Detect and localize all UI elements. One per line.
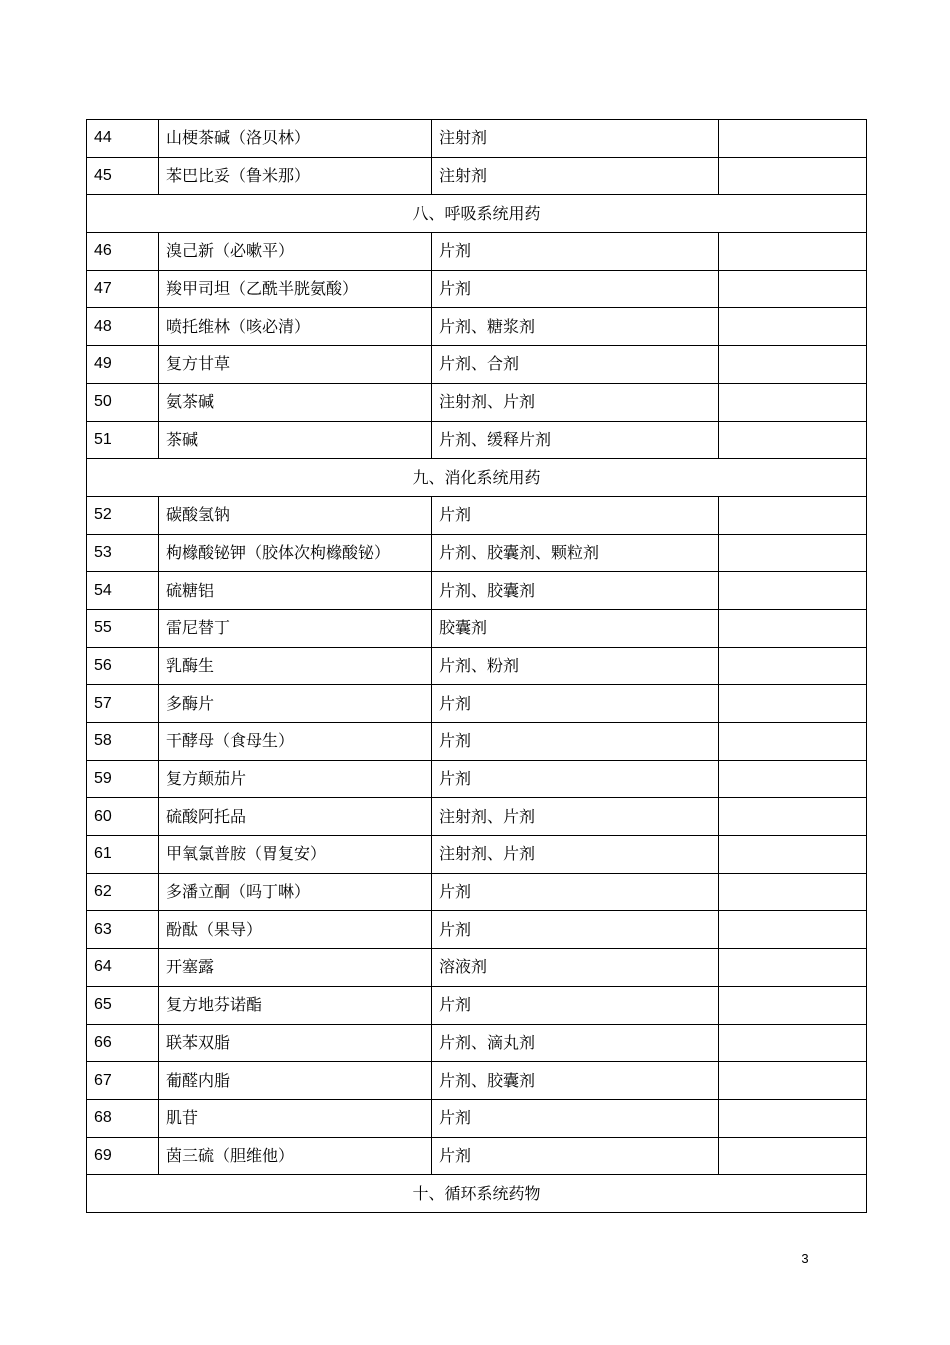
table-row [87,760,867,798]
drug-number-cell: 60 [87,798,159,836]
drug-list-table [86,119,867,1213]
drug-number-cell: 53 [87,534,159,572]
remarks-cell [719,685,867,723]
drug-name-cell: 开塞露 [159,949,432,987]
drug-name-cell: 复方颠茄片 [159,760,432,798]
drug-number-cell: 67 [87,1062,159,1100]
remarks-cell [719,572,867,610]
table-row [87,836,867,874]
remarks-cell [719,1062,867,1100]
dosage-form-cell: 片剂 [432,873,719,911]
drug-name-cell: 山梗茶碱（洛贝林） [159,120,432,158]
drug-name-cell: 硫糖铝 [159,572,432,610]
page-number: 3 [801,1251,809,1266]
drug-name-cell: 喷托维林（咳必清） [159,308,432,346]
remarks-cell [719,723,867,761]
table-row [87,496,867,534]
drug-name-cell: 复方地芬诺酯 [159,986,432,1024]
table-row [87,383,867,421]
drug-number-cell: 59 [87,760,159,798]
section-title: 九、消化系统用药 [87,459,867,497]
remarks-cell [719,1099,867,1137]
dosage-form-cell: 片剂 [432,270,719,308]
drug-number-cell: 46 [87,233,159,271]
table-row [87,534,867,572]
dosage-form-cell: 片剂 [432,685,719,723]
dosage-form-cell: 片剂 [432,760,719,798]
drug-number-cell: 58 [87,723,159,761]
drug-name-cell: 多酶片 [159,685,432,723]
drug-number-cell: 69 [87,1137,159,1175]
section-header-row [87,195,867,233]
drug-name-cell: 甲氧氯普胺（胃复安） [159,836,432,874]
table-row [87,685,867,723]
drug-name-cell: 溴己新（必嗽平） [159,233,432,271]
drug-number-cell: 63 [87,911,159,949]
drug-name-cell: 雷尼替丁 [159,609,432,647]
drug-number-cell: 55 [87,609,159,647]
table-row [87,120,867,158]
remarks-cell [719,1024,867,1062]
section-title: 十、循环系统药物 [87,1175,867,1213]
dosage-form-cell: 片剂、糖浆剂 [432,308,719,346]
dosage-form-cell: 片剂 [432,986,719,1024]
dosage-form-cell: 注射剂、片剂 [432,836,719,874]
drug-number-cell: 62 [87,873,159,911]
dosage-form-cell: 片剂、缓释片剂 [432,421,719,459]
dosage-form-cell: 片剂、胶囊剂 [432,572,719,610]
dosage-form-cell: 片剂、胶囊剂、颗粒剂 [432,534,719,572]
remarks-cell [719,873,867,911]
drug-name-cell: 羧甲司坦（乙酰半胱氨酸） [159,270,432,308]
drug-number-cell: 44 [87,120,159,158]
drug-number-cell: 66 [87,1024,159,1062]
drug-number-cell: 51 [87,421,159,459]
dosage-form-cell: 片剂 [432,1137,719,1175]
table-row [87,949,867,987]
drug-name-cell: 碳酸氢钠 [159,496,432,534]
drug-list-body [87,120,867,1213]
dosage-form-cell: 注射剂、片剂 [432,798,719,836]
table-row [87,157,867,195]
table-row [87,911,867,949]
table-row [87,346,867,384]
drug-number-cell: 68 [87,1099,159,1137]
remarks-cell [719,233,867,271]
drug-number-cell: 65 [87,986,159,1024]
table-row [87,647,867,685]
drug-number-cell: 48 [87,308,159,346]
drug-name-cell: 苯巴比妥（鲁米那） [159,157,432,195]
drug-name-cell: 干酵母（食母生） [159,723,432,761]
dosage-form-cell: 片剂 [432,496,719,534]
drug-number-cell: 64 [87,949,159,987]
remarks-cell [719,798,867,836]
drug-number-cell: 61 [87,836,159,874]
dosage-form-cell: 注射剂 [432,157,719,195]
remarks-cell [719,836,867,874]
remarks-cell [719,760,867,798]
remarks-cell [719,308,867,346]
remarks-cell [719,120,867,158]
table-row [87,270,867,308]
table-row [87,723,867,761]
drug-number-cell: 49 [87,346,159,384]
table-row [87,873,867,911]
drug-number-cell: 45 [87,157,159,195]
drug-name-cell: 复方甘草 [159,346,432,384]
dosage-form-cell: 片剂 [432,1099,719,1137]
remarks-cell [719,157,867,195]
remarks-cell [719,949,867,987]
remarks-cell [719,609,867,647]
dosage-form-cell: 片剂 [432,911,719,949]
dosage-form-cell: 片剂、胶囊剂 [432,1062,719,1100]
table-row [87,1024,867,1062]
section-header-row [87,1175,867,1213]
drug-number-cell: 47 [87,270,159,308]
section-header-row [87,459,867,497]
drug-name-cell: 硫酸阿托品 [159,798,432,836]
table-row [87,308,867,346]
dosage-form-cell: 注射剂、片剂 [432,383,719,421]
drug-number-cell: 50 [87,383,159,421]
table-row [87,1099,867,1137]
remarks-cell [719,911,867,949]
remarks-cell [719,496,867,534]
table-row [87,233,867,271]
dosage-form-cell: 胶囊剂 [432,609,719,647]
section-title: 八、呼吸系统用药 [87,195,867,233]
dosage-form-cell: 片剂、合剂 [432,346,719,384]
remarks-cell [719,270,867,308]
table-row [87,1137,867,1175]
drug-name-cell: 酚酞（果导） [159,911,432,949]
drug-name-cell: 茶碱 [159,421,432,459]
drug-name-cell: 茵三硫（胆维他） [159,1137,432,1175]
remarks-cell [719,986,867,1024]
drug-name-cell: 乳酶生 [159,647,432,685]
drug-number-cell: 56 [87,647,159,685]
dosage-form-cell: 片剂、滴丸剂 [432,1024,719,1062]
drug-name-cell: 多潘立酮（吗丁啉） [159,873,432,911]
remarks-cell [719,534,867,572]
table-row [87,1062,867,1100]
table-row [87,572,867,610]
remarks-cell [719,346,867,384]
remarks-cell [719,647,867,685]
drug-name-cell: 葡醛内脂 [159,1062,432,1100]
remarks-cell [719,1137,867,1175]
table-row [87,609,867,647]
drug-name-cell: 联苯双脂 [159,1024,432,1062]
dosage-form-cell: 片剂、粉剂 [432,647,719,685]
drug-name-cell: 枸橼酸铋钾（胶体次枸橼酸铋） [159,534,432,572]
table-row [87,986,867,1024]
dosage-form-cell: 片剂 [432,723,719,761]
drug-number-cell: 54 [87,572,159,610]
dosage-form-cell: 溶液剂 [432,949,719,987]
dosage-form-cell: 片剂 [432,233,719,271]
drug-name-cell: 氨茶碱 [159,383,432,421]
table-row [87,798,867,836]
drug-number-cell: 52 [87,496,159,534]
drug-number-cell: 57 [87,685,159,723]
remarks-cell [719,383,867,421]
table-row [87,421,867,459]
remarks-cell [719,421,867,459]
dosage-form-cell: 注射剂 [432,120,719,158]
drug-name-cell: 肌苷 [159,1099,432,1137]
